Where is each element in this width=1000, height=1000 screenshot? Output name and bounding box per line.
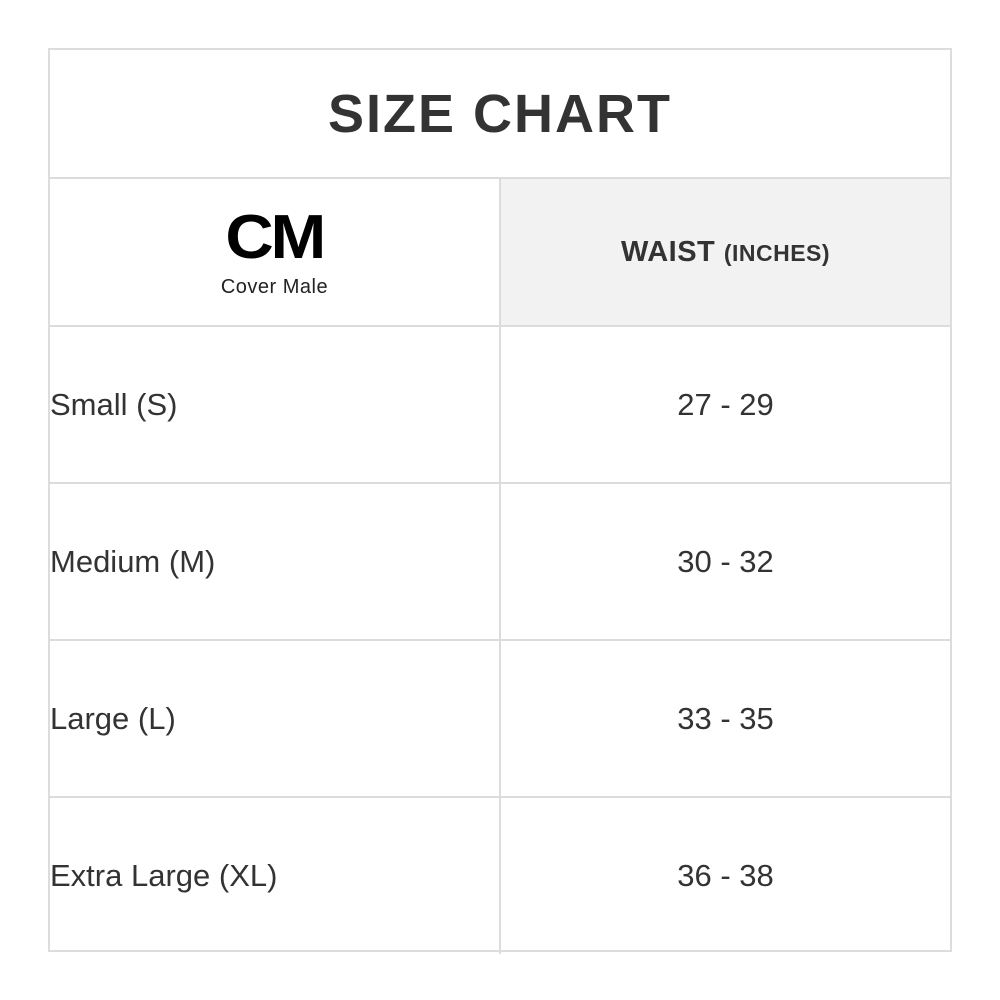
- page-title-cell: [50, 50, 950, 178]
- size-label-extra-large: Extra Large (XL): [50, 797, 500, 954]
- waist-value-large: 33 - 35: [500, 640, 950, 797]
- title-row: [50, 50, 950, 178]
- waist-value-extra-large: 36 - 38: [500, 797, 950, 954]
- brand-name: Cover Male: [220, 276, 329, 298]
- waist-header-label: WAIST: [620, 235, 724, 268]
- table-row: [50, 326, 950, 483]
- waist-column-header: [500, 178, 950, 326]
- brand-monogram: CM: [225, 203, 324, 272]
- page-title: SIZE CHART: [328, 83, 672, 144]
- brand-logo: [50, 203, 499, 298]
- waist-header-unit: (INCHES): [723, 239, 831, 266]
- waist-value-medium: 30 - 32: [500, 483, 950, 640]
- size-label-medium: Medium (M): [50, 483, 500, 640]
- table-row: [50, 797, 950, 954]
- size-chart-container: [48, 48, 952, 952]
- size-chart-table: [50, 50, 950, 954]
- header-row: [50, 178, 950, 326]
- size-label-small: Small (S): [50, 326, 500, 483]
- table-row: [50, 483, 950, 640]
- brand-logo-cell: [50, 178, 500, 326]
- waist-value-small: 27 - 29: [500, 326, 950, 483]
- table-row: [50, 640, 950, 797]
- size-label-large: Large (L): [50, 640, 500, 797]
